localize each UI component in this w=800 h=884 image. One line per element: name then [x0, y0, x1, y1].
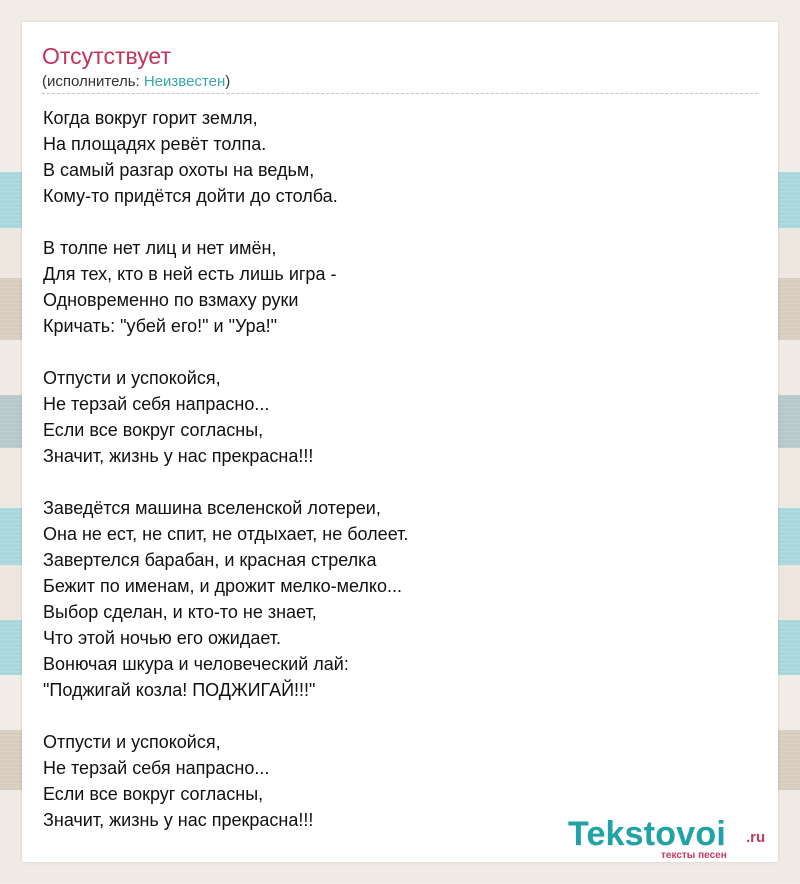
watermark-domain: .ru — [746, 829, 766, 846]
lyric-line: Не терзай себя напрасно... — [43, 394, 270, 414]
lyric-line: Кому-то придётся дойти до столба. — [43, 186, 338, 206]
stanza — [43, 235, 743, 339]
lyric-line: Она не ест, не спит, не отдыхает, не болеет. — [43, 524, 409, 544]
lyric-line: Значит, жизнь у нас прекрасна!!! — [43, 810, 314, 830]
lyric-line: Кричать: "убей его!" и "Ура!" — [43, 316, 277, 336]
watermark-logo-text: Tekstovoi — [568, 815, 726, 853]
artist-link[interactable]: Неизвестен — [143, 73, 226, 90]
stanza — [43, 495, 743, 703]
artist-suffix: ) — [225, 73, 231, 90]
artist-prefix: (исполнитель: — [42, 73, 144, 90]
site-watermark — [568, 815, 778, 865]
lyrics-card — [22, 22, 778, 862]
lyric-line: Заведётся машина вселенской лотереи, — [43, 498, 381, 518]
lyric-line: Не терзай себя напрасно... — [43, 758, 270, 778]
lyric-line: Когда вокруг горит земля, — [43, 108, 258, 128]
artist-line — [42, 73, 230, 90]
lyric-line: Если все вокруг согласны, — [43, 784, 264, 804]
lyric-line: Завертелся барабан, и красная стрелка — [43, 550, 377, 570]
lyric-line: Вонючая шкура и человеческий лай: — [43, 654, 349, 674]
lyric-line: "Поджигай козла! ПОДЖИГАЙ!!!" — [43, 680, 316, 700]
lyric-line: Бежит по именам, и дрожит мелко-мелко... — [43, 576, 402, 596]
lyric-line: Если все вокруг согласны, — [43, 420, 264, 440]
song-title: Отсутствует — [42, 43, 171, 69]
lyric-line: В самый разгар охоты на ведьм, — [43, 160, 315, 180]
lyric-line: В толпе нет лиц и нет имён, — [43, 238, 277, 258]
lyric-line: Отпусти и успокойся, — [43, 368, 221, 388]
watermark-subtitle: тексты песен — [661, 850, 727, 861]
lyrics-body — [43, 105, 743, 859]
stanza — [43, 365, 743, 469]
lyric-line: Значит, жизнь у нас прекрасна!!! — [43, 446, 314, 466]
lyric-line: Отпусти и успокойся, — [43, 732, 221, 752]
title-divider — [42, 93, 758, 94]
lyric-line: Одновременно по взмаху руки — [43, 290, 299, 310]
stanza — [43, 105, 743, 209]
lyric-line: Для тех, кто в ней есть лишь игра - — [43, 264, 337, 284]
lyric-line: На площадях ревёт толпа. — [43, 134, 267, 154]
lyric-line: Что этой ночью его ожидает. — [43, 628, 282, 648]
lyric-line: Выбор сделан, и кто-то не знает, — [43, 602, 317, 622]
